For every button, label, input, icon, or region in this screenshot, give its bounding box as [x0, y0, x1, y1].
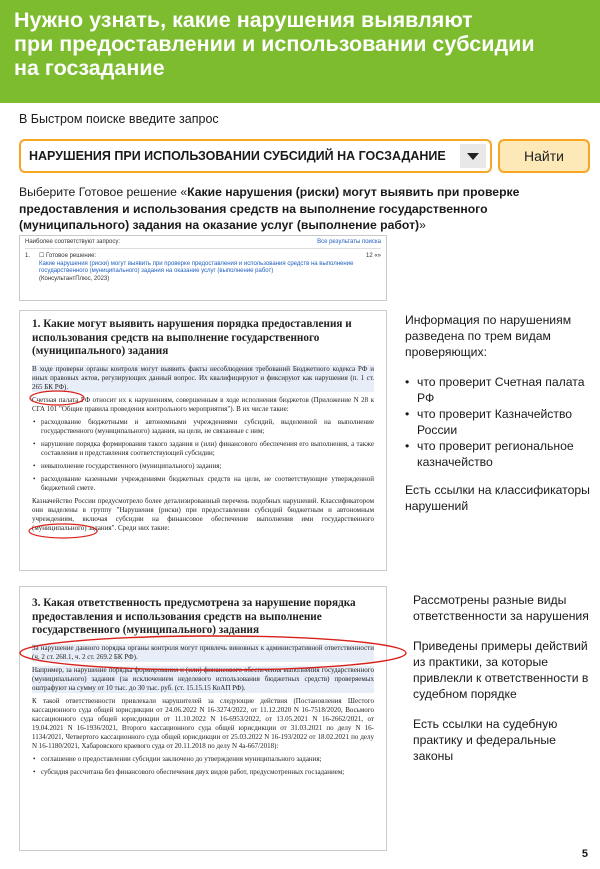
result-title[interactable]: Какие нарушения (риски) могут выявить при проверке предоставления и использования средств на выполнение государственного (муниципального) задания на оказание услуг (выполнение работ) [39, 260, 354, 275]
list-item: • невыполнение государственного (муниципального) задания; [32, 462, 374, 471]
list-item: • субсидия рассчитана без финансового обеспечения двух видов работ, предусмотренных госзаданием; [32, 768, 374, 777]
quick-search [19, 139, 590, 173]
list-item: • что проверит Счетная палата РФ [405, 374, 590, 406]
search-input[interactable] [19, 139, 492, 173]
result-number: 1. [25, 253, 31, 259]
search-prompt: В Быстром поиске введите запрос [19, 112, 219, 126]
list-item: • расходование казенными учреждениями бюджетных средств на цели, не соответствующие утвержденной бюджетной смете. [32, 475, 374, 493]
side-note-1: Информация по нарушениям разведена по трем видам проверяющих: • что проверит Счетная палата РФ • что проверит Казначейство России • что проверит региональное казначейство Есть ссылки на классификаторы нарушений [405, 312, 590, 514]
doc1-paragraph-3: Казначейство России предусмотрело более детализированный перечень подобных нарушений. Классификатором они выделены в группу "Нарушения (риски) при предоставлении субсидий бюджетным и автономным учреждениям, включая субсидии на финансовое обеспечение выполнения ими государственного (муниципального) задания". Среди них такие: [32, 496, 374, 532]
document-excerpt-1 [19, 310, 387, 571]
list-item: • соглашение о предоставлении субсидии заключено до утверждения муниципального задания; [32, 755, 374, 764]
all-results-link[interactable]: Все результаты поиска [317, 239, 381, 245]
result-count: 12 «» [365, 253, 381, 259]
doc2-paragraph-1: За нарушение данного порядка органы контроля могут привлечь виновных к административной ответственности (ч. 2 ст. 268.1, ч. 2 ст. 269.2 БК РФ). [32, 643, 374, 661]
results-header: Наиболее соответствуют запросу: [25, 239, 121, 245]
page-title: Нужно узнать, какие нарушения выявляют при предоставлении и использовании субсидии на госзадание [14, 8, 535, 80]
doc2-paragraph-2: Например, за нарушение порядка формирования и (или) финансового обеспечения выполнения государственного (муниципального) задания (за исключением неделевого использования бюджетных средств) проверяемых оштрафуют на сумму от 10 тыс. до 30 тыс. руб. (ст. 15.15.15 КоАП РФ). [32, 665, 374, 692]
page-header [0, 0, 600, 103]
list-item: • что проверит региональное казначейство [405, 438, 590, 470]
doc2-paragraph-3: К такой ответственности привлекали нарушителей за следующие действия (Постановления Шестого кассационного суда общей юрисдикции от 24.06.2022 N 16-3274/2022, от 11.12.2020 N 16-7518/2020, Восьмого кассационного суда общей юрисдикции от 11.10.2022 N 16-6953/2022, от 13.05.2021 N 16-2662/2021, от 19.04.2021 N 16-1936/2021, Второго кассационного суда общей юрисдикции от 31.03.2021 по делу N 16-1134/2021, Четвертого кассационного суда общей юрисдикции от 25.03.2022 N 16-193/2022 от 18.02.2021 по делу N 16-1180/2021, Хабаровского краевого суда от 20.11.2018 по делу N 4а-667/2018): [32, 696, 374, 750]
result-source: (КонсультантПлюс, 2023) [39, 275, 110, 282]
list-item: • расходование бюджетными и автономными учреждениями субсидий, выделенной на выполнение государственного (муниципального) задания, на цели, не связанные с ним; [32, 418, 374, 436]
search-query: НАРУШЕНИЯ ПРИ ИСПОЛЬЗОВАНИИ СУБСИДИЙ НА ГОСЗАДАНИЕ [29, 149, 446, 163]
doc2-heading: 3. Какая ответственность предусмотрена за нарушение порядка предоставления и использования средств на выполнение государственного (муниципального) задания [32, 597, 356, 636]
doc1-violation-list [32, 418, 374, 493]
doc1-heading: 1. Какие могут выявить нарушения порядка предоставления и использования средств на выполнение государственного (муниципального) задания [32, 318, 352, 357]
document-excerpt-2 [19, 586, 387, 851]
side-note-2: Рассмотрены разные виды ответственности за нарушения Приведены примеры действий из практики, за которые привлекли к ответственности в судебном порядке Есть ссылки на судебную практику и федеральные законы [413, 593, 589, 763]
list-item: • что проверит Казначейство России [405, 406, 590, 438]
doc1-paragraph-2: Счетная палата РФ относит их к нарушениям, совершенным в ходе исполнения бюджетов (Приложение N 28 к СГА 101 "Общие правила проведения контрольного мероприятия"). В их числе такие: [32, 395, 374, 413]
result-item[interactable] [25, 253, 381, 283]
doc2-case-list [32, 755, 374, 777]
list-item: • нарушение порядка формирования такого задания и (или) финансового обеспечения его выполнения, а также составления и представления соответствующей субсидии; [32, 440, 374, 458]
search-results-screenshot [19, 235, 387, 301]
doc1-paragraph-1: В ходе проверки органы контроля могут выявить факты несоблюдения требований Бюджетного кодекса РФ и иных правовых актов, регулирующих данный вопрос. Их квалифицируют и фиксируют как нарушения (п. 1 ст. 265 БК РФ). [32, 364, 374, 391]
find-button[interactable]: Найти [498, 139, 590, 173]
page-number: 5 [581, 848, 588, 860]
result-type: ☐ Готовое решение: [39, 253, 97, 259]
triangle-down-icon [467, 153, 479, 160]
choose-instruction: Выберите Готовое решение «Какие нарушения (риски) могут выявить при проверке предоставления и использования средств на выполнение государственного (муниципального) задания на оказание услуг (выполнение работ)» [19, 185, 520, 232]
search-dropdown-button[interactable] [460, 144, 486, 168]
